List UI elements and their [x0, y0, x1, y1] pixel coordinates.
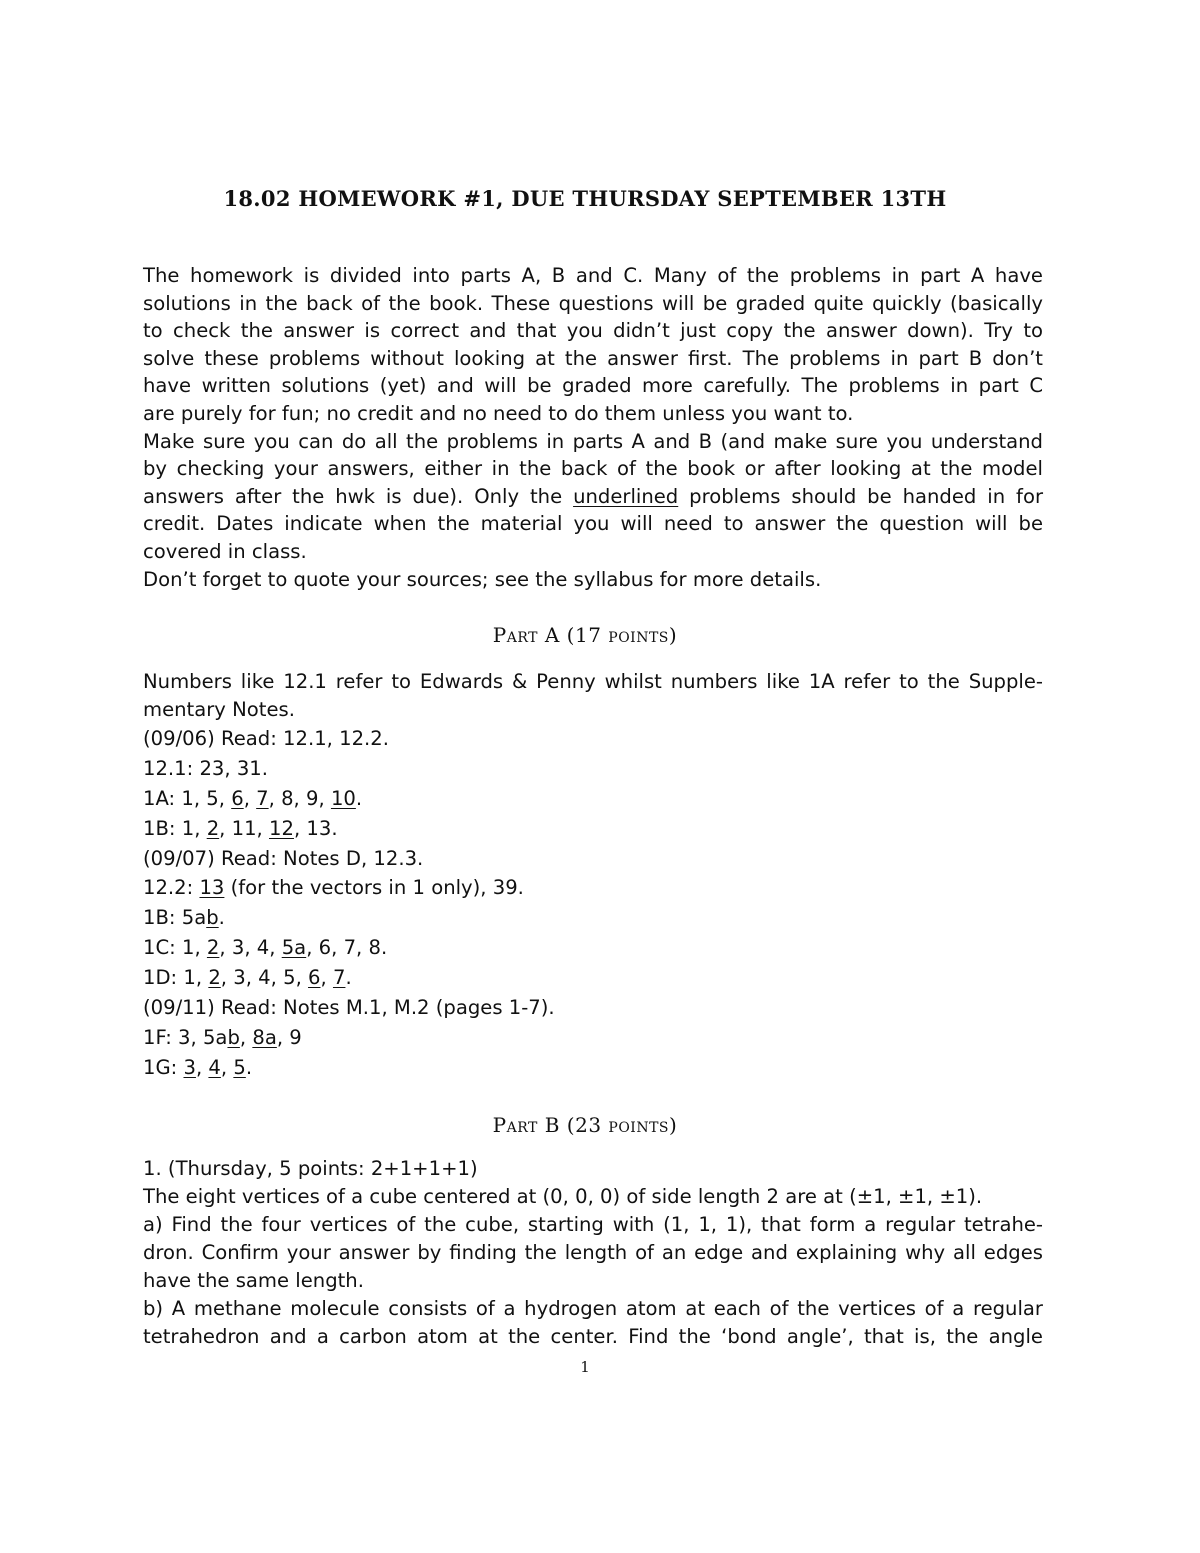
problem-number: 5a: [181, 906, 207, 930]
problem-list-item: [143, 933, 1043, 963]
underlined-problem-number: b: [227, 1025, 240, 1049]
instructions-line: by checking your answers, either in the back of the book or after looking at the model: [143, 457, 1043, 481]
problem-number: , 3, 4,: [219, 936, 282, 960]
problem-set-label: 12.2:: [143, 876, 200, 900]
instructions-text: answers after the hwk is due). Only the: [143, 484, 574, 508]
underlined-problem-number: b: [206, 906, 219, 930]
problem-set-label: 1B:: [143, 816, 182, 840]
problem-number: 1, 5,: [181, 786, 232, 810]
sources-note: Don’t forget to quote your sources; see the syllabus for more details.: [143, 567, 822, 591]
problem-number: 3, 5a: [178, 1025, 228, 1049]
problem-text-line: b) A methane molecule consists of a hydrogen atom at each of the vertices of a regular: [143, 1297, 1043, 1320]
problem-set-label: 1F:: [143, 1025, 179, 1049]
intro-line: solve these problems without looking at the answer first. The problems in part B don’t: [143, 346, 1043, 370]
problem-list-item: (09/11) Read: Notes M.1, M.2 (pages 1-7).: [143, 996, 555, 1020]
intro-paragraph: [143, 262, 1043, 593]
intro-line: are purely for fun; no credit and no need to do them unless you want to.: [143, 401, 854, 425]
problem-text-line: have the same length.: [143, 1269, 364, 1292]
part-b-heading: [0, 1113, 1170, 1137]
problem-set-label: 1B:: [143, 906, 182, 930]
problem-number: .: [218, 906, 225, 930]
underlined-problem-number: 7: [332, 966, 346, 990]
part-b-name: Part B: [492, 1113, 560, 1137]
problem-number: ,: [243, 786, 257, 810]
part-a-problem-list: [143, 724, 1043, 1083]
intro-line: to check the answer is correct and that you didn’t just copy the answer down). Try to: [143, 319, 1043, 343]
underlined-problem-number: 7: [256, 786, 269, 810]
problem-number: 1,: [181, 936, 207, 960]
problem-text-line: 1. (Thursday, 5 points: 2+1+1+1): [143, 1157, 478, 1180]
problem-number: ,: [195, 1055, 209, 1079]
problem-set-label: 1D:: [143, 966, 184, 990]
problem-text-line: The eight vertices of a cube centered at (0, 0, 0) of side length 2 are at (±1, ±1, ±1).: [143, 1185, 983, 1208]
problem-number: 1,: [181, 816, 207, 840]
instructions-line: credit. Dates indicate when the material you will need to answer the question will be: [143, 512, 1043, 536]
problem-list-item: [143, 873, 1043, 903]
instructions-text: problems should be handed in for: [678, 484, 1043, 508]
underlined-word: underlined: [573, 484, 679, 508]
problem-number: , 11,: [219, 816, 270, 840]
part-a-points: (17 points): [566, 623, 678, 647]
problem-set-label: 1A:: [143, 786, 182, 810]
underlined-problem-number: 3: [183, 1055, 196, 1079]
intro-line: have written solutions (yet) and will be graded more carefully. The problems in part C: [143, 374, 1043, 398]
problem-number: ,: [220, 1055, 234, 1079]
problem-set-label: 1G:: [143, 1055, 184, 1079]
page-title: 18.02 HOMEWORK #1, DUE THURSDAY SEPTEMBER 13TH: [223, 186, 947, 211]
part-a-name: Part A: [492, 623, 560, 647]
part-a-note-line: Numbers like 12.1 refer to Edwards & Penny whilst numbers like 1A refer to the Supple-: [143, 670, 1043, 693]
problem-number: , 6, 7, 8.: [306, 936, 388, 960]
problem-set-label: 1C:: [143, 936, 182, 960]
problem-list-item: [143, 963, 1043, 993]
underlined-problem-number: 2: [206, 816, 220, 840]
problem-list-item: [143, 1023, 1043, 1053]
problem-number: , 13.: [293, 816, 338, 840]
part-b-problem-text: [143, 1155, 1043, 1351]
part-a-heading: [0, 623, 1170, 647]
problem-text-line: dron. Confirm your answer by finding the length of an edge and explaining why all edges: [143, 1241, 1043, 1264]
underlined-problem-number: 4: [208, 1055, 221, 1079]
underlined-problem-number: 13: [199, 876, 225, 900]
underlined-problem-number: 5: [233, 1055, 246, 1079]
problem-number: (for the vectors in 1 only), 39.: [224, 876, 524, 900]
problem-list-item: 12.1: 23, 31.: [143, 756, 269, 780]
problem-text-line: a) Find the four vertices of the cube, starting with (1, 1, 1), that form a regular tetrahe-: [143, 1213, 1043, 1236]
intro-line: solutions in the back of the book. These questions will be graded quite quickly (basically: [143, 291, 1043, 315]
part-a-note: [143, 668, 1043, 723]
part-b-points: (23 points): [566, 1113, 678, 1137]
problem-number: , 3, 4, 5,: [220, 966, 309, 990]
problem-list-item: [143, 1053, 1043, 1083]
problem-text-line: tetrahedron and a carbon atom at the center. Find the ‘bond angle’, that is, the angle: [143, 1325, 1043, 1348]
page-number: 1: [580, 1358, 590, 1376]
underlined-problem-number: 2: [206, 936, 220, 960]
problem-list-item: (09/06) Read: 12.1, 12.2.: [143, 727, 389, 750]
intro-line: The homework is divided into parts A, B and C. Many of the problems in part A have: [143, 264, 1043, 287]
problem-number: 1,: [183, 966, 209, 990]
underlined-problem-number: 8a: [252, 1025, 277, 1049]
problem-list-item: (09/07) Read: Notes D, 12.3.: [143, 846, 424, 870]
underlined-problem-number: 5a: [281, 936, 307, 960]
underlined-problem-number: 6: [308, 966, 321, 990]
problem-number: .: [345, 966, 352, 990]
problem-number: ,: [320, 966, 333, 990]
problem-number: .: [245, 1055, 253, 1079]
instructions-line: [143, 483, 1043, 511]
problem-number: , 8, 9,: [268, 786, 331, 810]
problem-list-item: [143, 814, 1043, 844]
underlined-problem-number: 6: [231, 786, 244, 810]
part-a-note-line: mentary Notes.: [143, 697, 295, 721]
underlined-problem-number: 2: [208, 966, 221, 990]
underlined-problem-number: 10: [330, 786, 356, 810]
problem-number: ,: [239, 1025, 253, 1049]
problem-number: .: [355, 786, 363, 810]
underlined-problem-number: 12: [269, 816, 294, 840]
problem-list-item: [143, 903, 1043, 933]
problem-list-item: [143, 784, 1043, 814]
instructions-line: covered in class.: [143, 539, 307, 563]
problem-number: , 9: [276, 1025, 302, 1049]
instructions-line: Make sure you can do all the problems in parts A and B (and make sure you understand: [143, 429, 1043, 453]
